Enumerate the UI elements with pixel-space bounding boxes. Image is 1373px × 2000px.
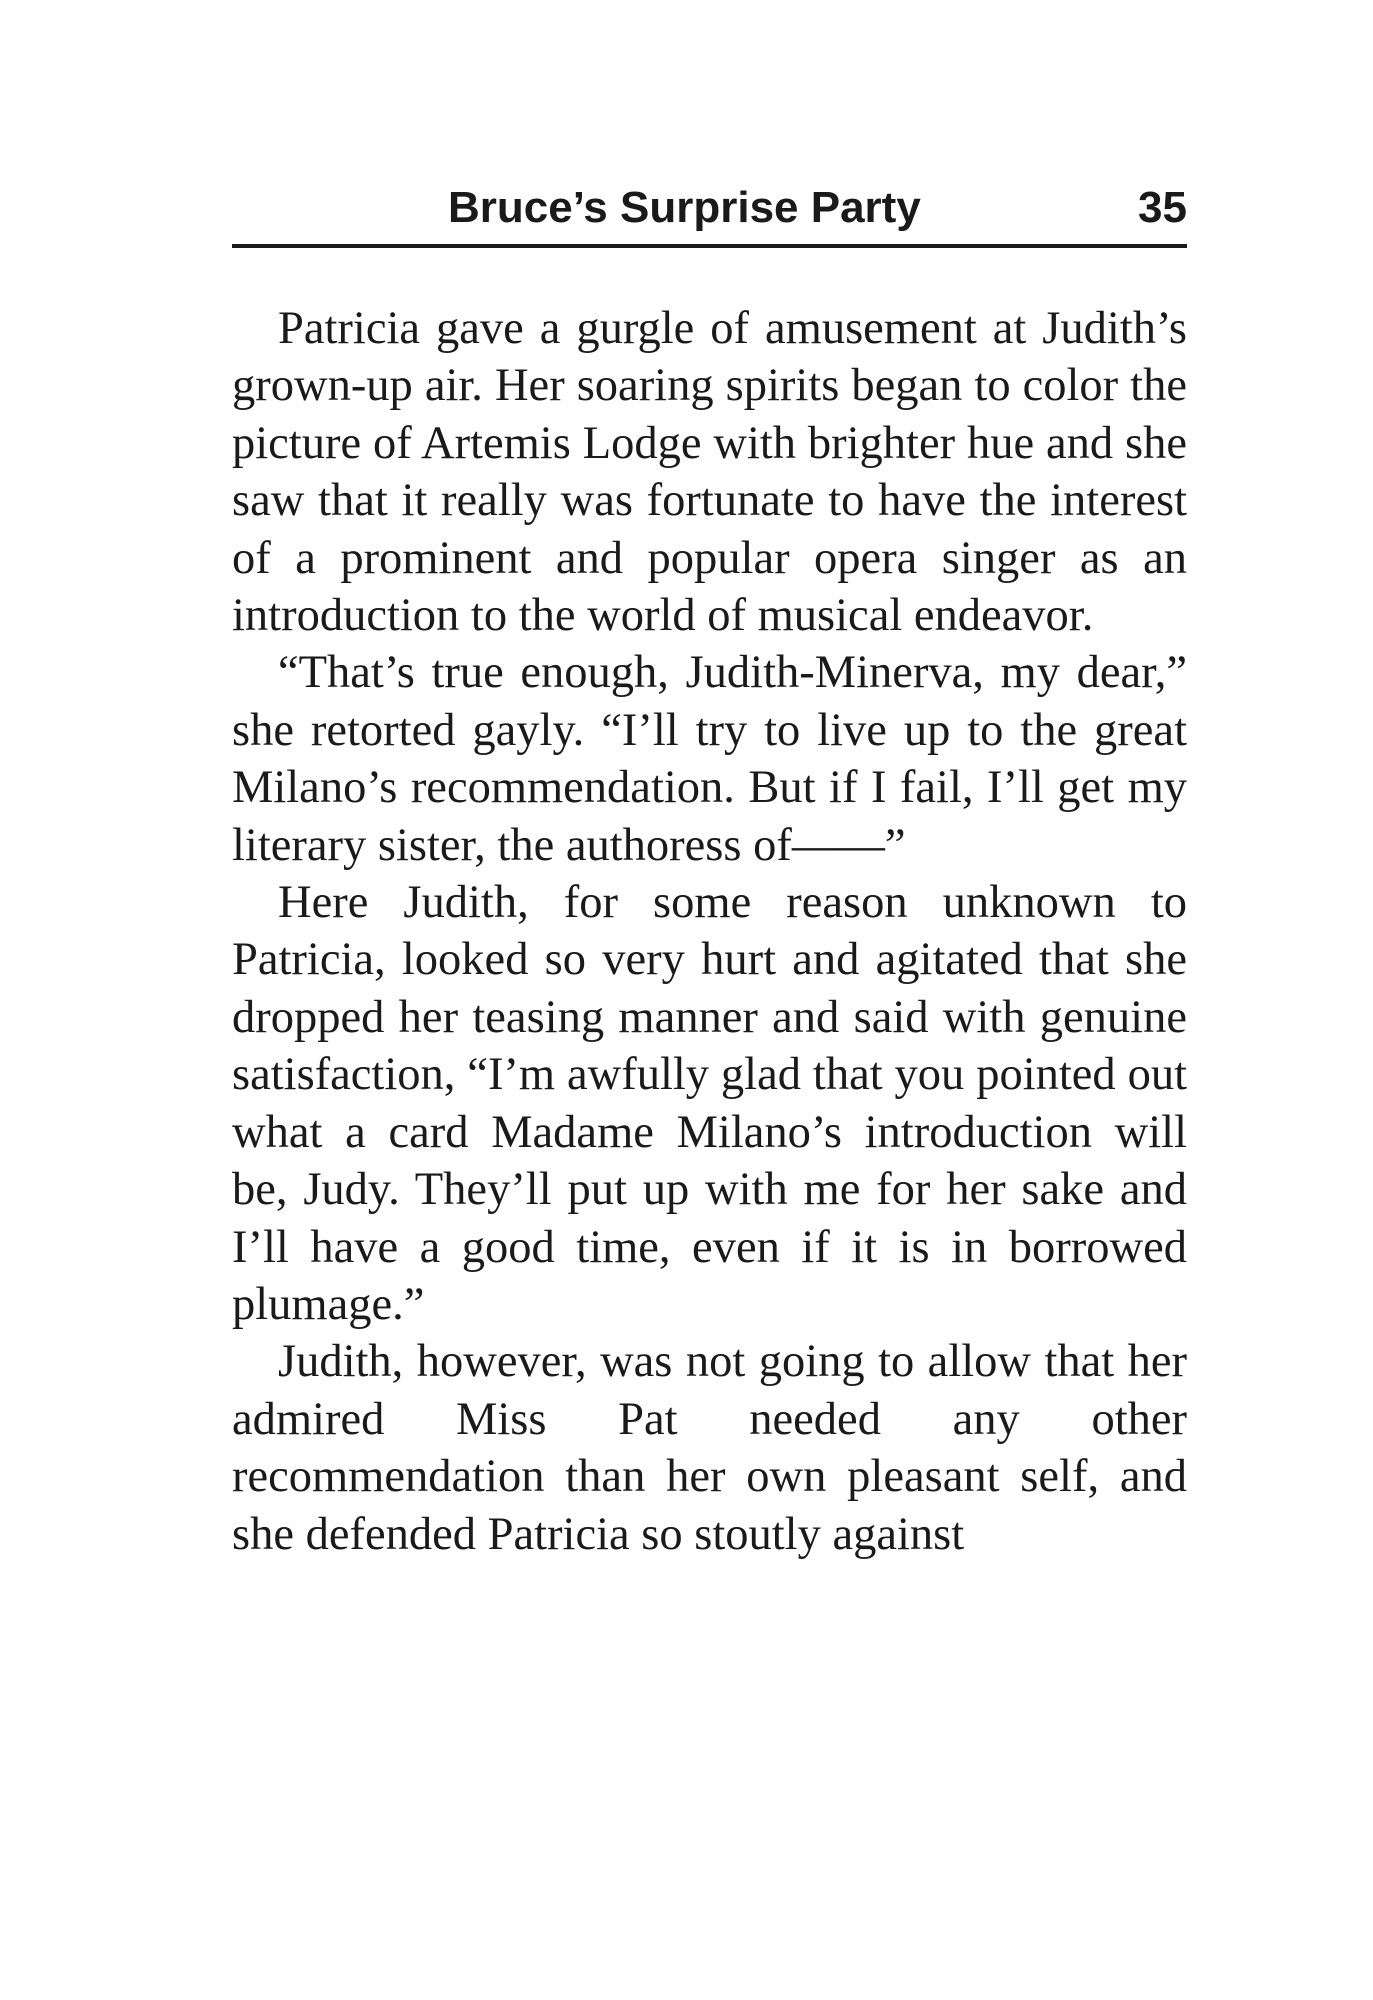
paragraph-2: “That’s true enough, Judith-Minerva, my dear,” she retorted gayly. “I’ll try to live up to the great Milano’s recommendation. But if I fail, I’ll get my literary sister, the authoress of——” xyxy=(232,647,1187,871)
paragraph-3: Here Judith, for some reason unknown to Patricia, looked so very hurt and agitated that she dropped her teasing manner and said with genuine satisfaction, “I’m awfully glad that you pointed out what a card Madame Milano’s introduction will be, Judy. They’ll put up with me for her sake and I’ll have a good time, even if it is in borrowed plumage.” xyxy=(232,877,1187,1330)
header-rule xyxy=(232,244,1187,248)
paragraph-4: Judith, however, was not going to allow that her admired Miss Pat needed any other recommendation than her own pleasant self, and she defended Patricia so stoutly against xyxy=(232,1336,1187,1560)
page-number: 35 xyxy=(1138,183,1187,232)
running-title: Bruce’s Surprise Party xyxy=(448,183,921,232)
paragraph-1: Patricia gave a gurgle of amusement at Judith’s grown-up air. Her soaring spirits began to color the picture of Artemis Lodge with brighter hue and she saw that it really was fortunate to have the interest of a prominent and popular opera singer as an introduction to the world of musical endeavor. xyxy=(232,303,1187,642)
body-text xyxy=(232,300,1187,1563)
page-header xyxy=(232,180,1187,236)
